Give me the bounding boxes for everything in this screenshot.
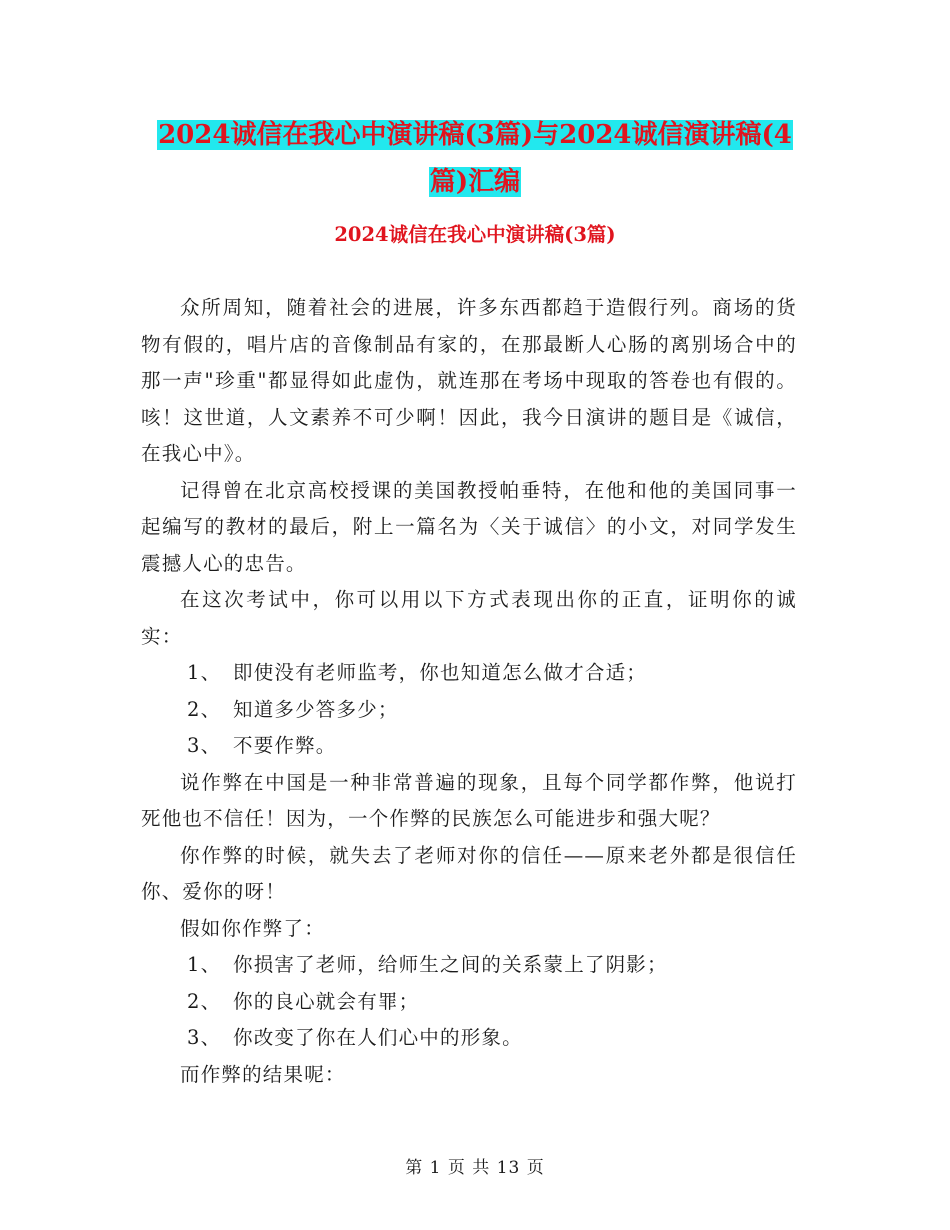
paragraph-intro: 众所周知，随着社会的进展，许多东西都趋于造假行列。商场的货物有假的，唱片店的音像制品有家的，在那最断人心肠的离别场合中的那一声"珍重"都显得如此虚伪，就连那在考场中现取的答卷也有假的。咳！这世道，人文素养不可少啊！因此，我今日演讲的题目是《诚信，在我心中》。 [141, 296, 797, 465]
list-item-text: 不要作弊。 [233, 734, 337, 757]
document-title [140, 112, 810, 206]
list-item [141, 692, 797, 729]
list-item-number: 1、 [187, 661, 222, 684]
paragraph-exam: 在这次考试中，你可以用以下方式表现出你的正直，证明你的诚实： [141, 588, 797, 648]
list-item [141, 1020, 797, 1057]
list-item-number: 2、 [187, 989, 222, 1013]
paragraph-if-cheat: 假如你作弊了： [180, 916, 325, 940]
section-title: 2024诚信在我心中演讲稿(3篇) [334, 223, 616, 246]
document-title-line1: 2024诚信在我心中演讲稿(3篇)与2024诚信演讲稿(4 [158, 120, 792, 150]
list-item-text: 你损害了老师，给师生之间的关系蒙上了阴影； [233, 953, 668, 976]
list-item [141, 655, 797, 692]
list-item-number: 3、 [187, 734, 222, 757]
page-footer: 第 1 页 共 13 页 [405, 1158, 545, 1178]
list-item-text: 知道多少答多少； [233, 697, 399, 721]
paragraph-trust: 你作弊的时候，就失去了老师对你的信任——原来老外都是很信任你、爱你的呀！ [141, 843, 797, 903]
document-title-line2: 篇)汇编 [429, 167, 521, 197]
list-item-text: 你的良心就会有罪； [233, 989, 420, 1013]
paragraph-closing: 而作弊的结果呢： [180, 1062, 346, 1086]
list-item [141, 984, 797, 1021]
list-item-number: 3、 [187, 1026, 222, 1049]
document-body [141, 290, 797, 1093]
list-item [141, 947, 797, 984]
paragraph-cheating: 说作弊在中国是一种非常普遍的现象，且每个同学都作弊，他说打死他也不信任！因为，一个作弊的民族怎么可能进步和强大呢？ [141, 770, 797, 830]
list-item [141, 728, 797, 765]
list-item-text: 你改变了你在人们心中的形象。 [233, 1026, 523, 1049]
list-item-text: 即使没有老师监考，你也知道怎么做才合适； [233, 661, 648, 684]
list-item-number: 2、 [187, 697, 222, 721]
list-item-number: 1、 [187, 953, 222, 976]
paragraph-professor: 记得曾在北京高校授课的美国教授帕垂特，在他和他的美国同事一起编写的教材的最后，附上一篇名为〈关于诚信〉的小文，对同学发生震撼人心的忠告。 [141, 478, 797, 575]
